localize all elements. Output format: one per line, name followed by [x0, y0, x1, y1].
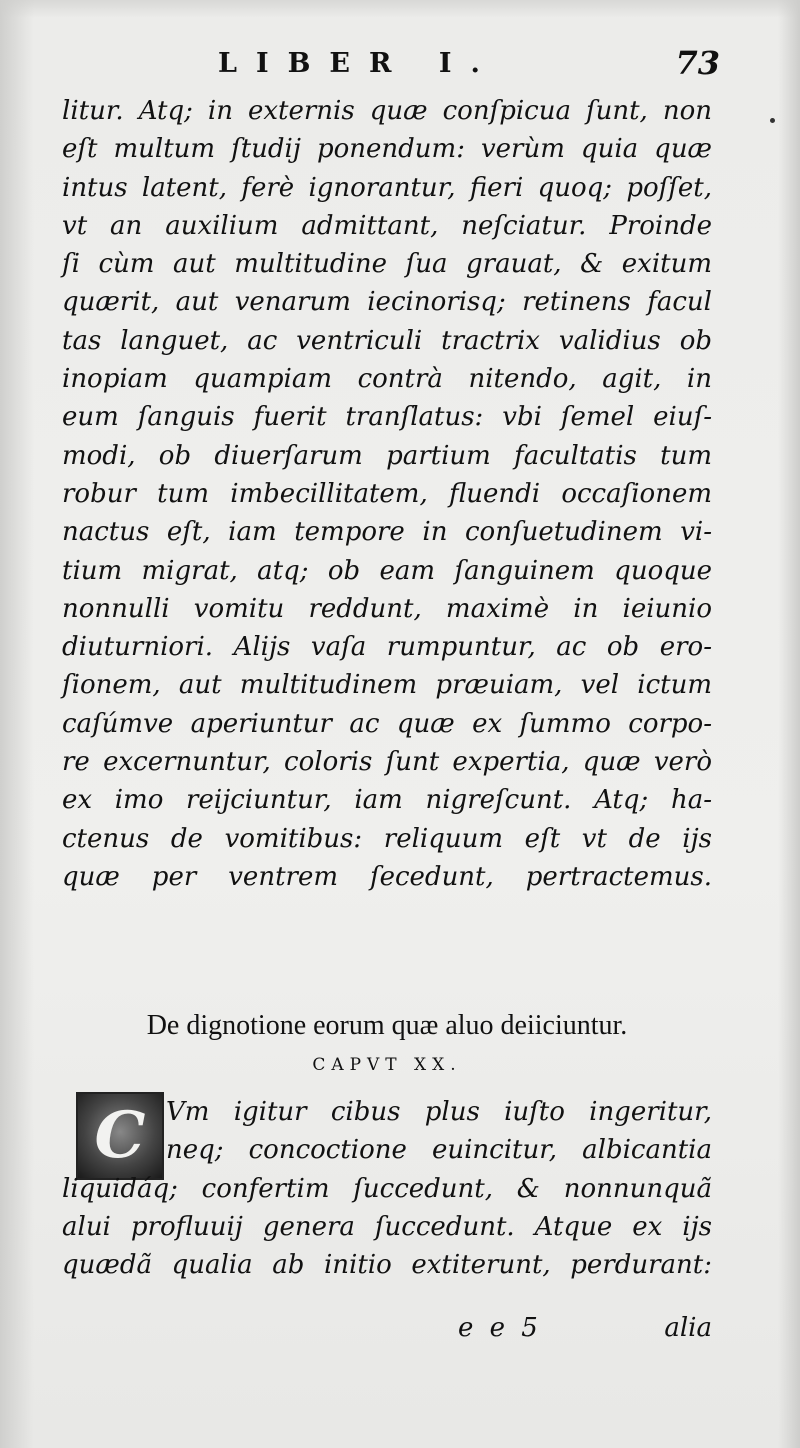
text-line: quærit, aut venarum iecinorisq; retinens facul	[62, 287, 712, 318]
text-line: Vm igitur cibus plus iuſto ingeritur,	[166, 1097, 712, 1127]
text-line: quæ per ventrem ſecedunt, pertractemus.	[62, 861, 712, 892]
drop-cap-letter: C	[94, 1098, 146, 1173]
text-line: inopiam quampiam contrà nitendo, agit, in	[62, 364, 712, 395]
text-line: liquidáq; confertim ſuccedunt, & nonnunquã	[62, 1173, 712, 1204]
chapter-body	[62, 1093, 712, 1284]
body-text	[62, 92, 712, 896]
text-line: alui profluuij genera ſuccedunt. Atque ex ijs	[62, 1211, 712, 1242]
text-line: diuturniori. Alijs vaſa rumpuntur, ac ob ero-	[62, 632, 712, 663]
text-line: eſt multum ſtudij ponendum: verùm quia quæ	[62, 134, 712, 165]
text-line: neq; concoctione euincitur, albicantia	[166, 1135, 712, 1166]
margin-mark	[770, 118, 775, 123]
text-line: robur tum imbecillitatem, fluendi occaſionem	[62, 478, 712, 509]
text-line: nonnulli vomitu reddunt, maximè in ieiunio	[62, 593, 712, 624]
text-line: caſúmve aperiuntur ac quæ ex ſummo corpo-	[62, 708, 712, 739]
text-line: ex imo reijciuntur, iam nigreſcunt. Atq; ha-	[62, 785, 712, 816]
running-head-title: LIBER I.	[218, 48, 499, 79]
text-line: litur. Atq; in externis quæ conſpicua ſunt, non	[62, 96, 712, 126]
text-line: quædã qualia ab initio extiterunt, perdurant:	[62, 1250, 712, 1281]
signature-mark: e e 5	[458, 1313, 542, 1343]
text-line: tium migrat, atq; ob eam ſanguinem quoque	[62, 555, 712, 586]
text-line: ſi cùm aut multitudine ſua grauat, & exitum	[62, 249, 712, 280]
text-line: re excernuntur, coloris ſunt expertia, quæ verò	[62, 747, 712, 778]
text-line: ſionem, aut multitudinem præuiam, vel ictum	[62, 670, 712, 701]
text-line: eum ſanguis fuerit tranſlatus: vbi ſemel eiuſ-	[62, 402, 712, 433]
text-line: intus latent, ferè ignorantur, fieri quoq; poſſet,	[62, 172, 712, 203]
catchword: alia	[664, 1313, 712, 1343]
text-line: tas languet, ac ventriculi tractrix validius ob	[62, 325, 712, 356]
chapter-heading: De dignotione eorum quæ aluo deiiciuntur.	[146, 1010, 628, 1041]
text-line: modi, ob diuerſarum partium facultatis tum	[62, 440, 712, 471]
text-line: ctenus de vomitibus: reliquum eſt vt de ijs	[62, 823, 712, 854]
chapter-number: CAPVT XX.	[312, 1055, 462, 1075]
page-number: 73	[675, 44, 720, 82]
text-line: vt an auxilium admittant, neſciatur. Proinde	[62, 210, 712, 241]
running-head	[60, 44, 720, 88]
text-line: nactus eſt, iam tempore in conſuetudinem vi-	[62, 517, 712, 548]
